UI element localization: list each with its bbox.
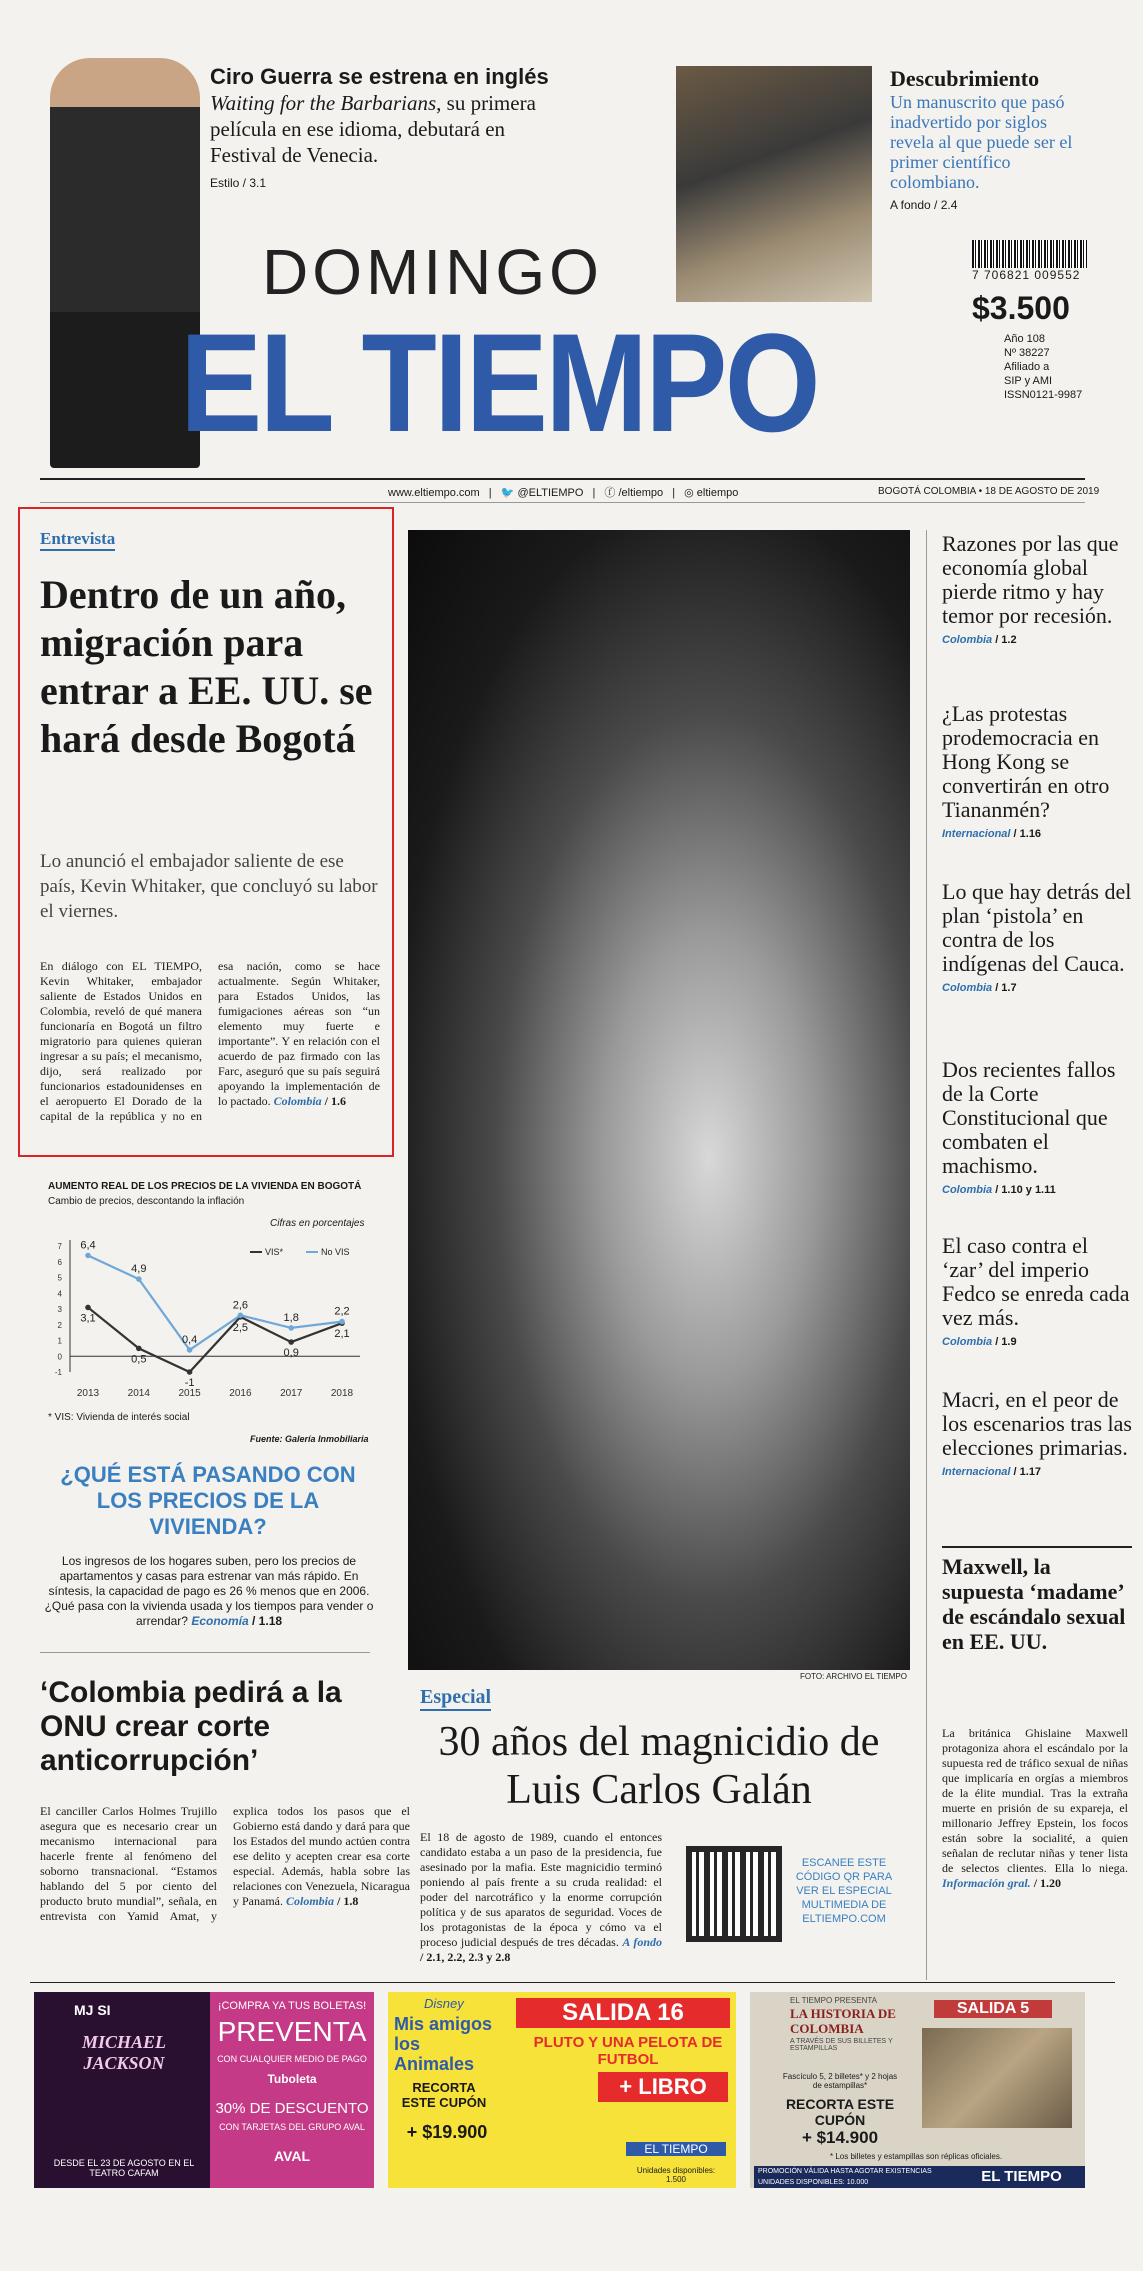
galan-photo bbox=[408, 530, 910, 1670]
sidebar-item-hong-kong[interactable]: ¿Las protestas prodemocracia en Hong Kong se convertirán en otro Tiananmén? Internacional / 1.16 bbox=[942, 701, 1110, 840]
teaser-left-body: Waiting for the Barbarians, su primera película en ese idioma, debutará en Festival de Venecia. bbox=[210, 91, 536, 167]
issue-info: Año 108 Nº 38227 Afiliado a SIP y AMI ISSN0121-9987 bbox=[1004, 333, 1083, 401]
galan-headline[interactable]: 30 años del magnicidio de Luis Carlos Galán bbox=[438, 1719, 880, 1813]
chart-source: Fuente: Galería Inmobiliaria bbox=[250, 1434, 369, 1444]
data-label: -1 bbox=[184, 1377, 195, 1389]
housing-divider bbox=[40, 1652, 370, 1653]
twitter-icon: 🐦 bbox=[500, 487, 515, 499]
data-label: 6,4 bbox=[80, 1239, 96, 1252]
header-bottom-rule bbox=[40, 502, 1085, 503]
chart-subtitle: Cambio de precios, descontando la inflación bbox=[48, 1196, 245, 1207]
data-point bbox=[85, 1305, 91, 1311]
data-point bbox=[288, 1339, 294, 1345]
y-tick-label: 1 bbox=[57, 1336, 62, 1346]
masthead-domingo: DOMINGO bbox=[262, 236, 603, 308]
data-label: 1,8 bbox=[283, 1311, 299, 1324]
x-tick-label: 2015 bbox=[178, 1388, 201, 1399]
chart-unit-note: Cifras en porcentajes bbox=[270, 1218, 365, 1229]
series-line-novis bbox=[88, 1255, 342, 1350]
teaser-right-body: Un manuscrito que pasó inadvertido por siglos revela al que puede ser el primer científico colombiano. bbox=[890, 92, 1073, 192]
sidebar-item-macri[interactable]: Macri, en el peor de los escenarios tras las elecciones primarias. Internacional / 1.17 bbox=[942, 1387, 1132, 1478]
data-label: 2,1 bbox=[334, 1328, 350, 1341]
data-point bbox=[136, 1346, 142, 1352]
teaser-left[interactable] bbox=[210, 64, 570, 190]
y-tick-label: 4 bbox=[57, 1289, 62, 1299]
teaser-right-title: Descubrimiento bbox=[890, 66, 1040, 91]
instagram-link[interactable]: eltiempo bbox=[696, 487, 739, 499]
qr-code[interactable] bbox=[686, 1846, 782, 1942]
data-point bbox=[238, 1313, 244, 1319]
maxwell-top-rule bbox=[942, 1546, 1132, 1548]
galan-label: Especial bbox=[420, 1686, 491, 1711]
data-label: 2,2 bbox=[334, 1305, 350, 1318]
y-tick-label: 6 bbox=[57, 1257, 62, 1267]
manuscript-photo bbox=[676, 66, 872, 302]
facebook-link[interactable]: /eltiempo bbox=[618, 487, 664, 499]
masthead-rule bbox=[40, 478, 1085, 480]
ad-disney-animales[interactable]: Disney Mis amigos los Animales SALIDA 16 PLUTO Y UNA PELOTA DE FUTBOL + LIBRO RECORTA ESTE CUPÓN + $19.900 EL TIEMPO Unidades disponibles: 1.500 bbox=[388, 1992, 736, 2188]
chart-title: AUMENTO REAL DE LOS PRECIOS DE LA VIVIENDA EN BOGOTÁ bbox=[48, 1181, 362, 1192]
x-tick-label: 2014 bbox=[127, 1388, 150, 1399]
teaser-left-title: Ciro Guerra se estrena en inglés bbox=[210, 64, 549, 89]
housing-price-chart bbox=[40, 1232, 370, 1402]
data-point bbox=[288, 1325, 294, 1331]
ad-historia-colombia[interactable]: EL TIEMPO PRESENTA LA HISTORIA DE COLOMBIA A TRAVÉS DE SUS BILLETES Y ESTAMPILLAS SALIDA 5 Fascículo 5, 2 billetes* y 2 hojas de estampillas* RECORTA ESTE CUPÓN + $14.900 * Los billetes y estampillas son réplicas oficiales. PROMOCIÓN VÁLIDA HASTA AGOTAR EXISTENCIAS UNIDADES DISPONIBLES: 10.000 EL TIEMPO bbox=[750, 1992, 1085, 2188]
instagram-icon: ◎ bbox=[684, 487, 694, 499]
data-label: 0,5 bbox=[131, 1353, 147, 1366]
barcode bbox=[972, 240, 1087, 268]
sidebar-divider bbox=[926, 530, 927, 1980]
sidebar-item-economy[interactable]: Razones por las que economía global pierde ritmo y hay temor por recesión. Colombia / 1.2 bbox=[942, 531, 1119, 646]
y-tick-label: 2 bbox=[57, 1320, 62, 1330]
y-tick-label: -1 bbox=[54, 1368, 62, 1377]
series-line-vis bbox=[88, 1307, 342, 1372]
data-label: 2,6 bbox=[232, 1299, 249, 1312]
data-label: 3,1 bbox=[80, 1312, 96, 1325]
website-link[interactable]: www.eltiempo.com bbox=[388, 487, 480, 499]
sidebar-item-cauca[interactable]: Lo que hay detrás del plan ‘pistola’ en contra de los indígenas del Cauca. Colombia / 1.7 bbox=[942, 879, 1132, 994]
dateline: BOGOTÁ COLOMBIA • 18 DE AGOSTO DE 2019 bbox=[878, 486, 1100, 497]
header-links: www.eltiempo.com | 🐦 @ELTIEMPO | ⓕ /eltiempo | ◎ eltiempo bbox=[388, 487, 739, 499]
sidebar-item-fedco[interactable]: El caso contra el ‘zar’ del imperio Fedco se enreda cada vez más. Colombia / 1.9 bbox=[942, 1233, 1130, 1348]
sidebar-item-corte[interactable]: Dos recientes fallos de la Corte Constitucional que combaten el machismo. Colombia / 1.10 y 1.11 bbox=[942, 1057, 1116, 1196]
y-tick-label: 0 bbox=[57, 1352, 62, 1362]
legend-label: No VIS bbox=[321, 1247, 350, 1257]
data-point bbox=[187, 1369, 193, 1375]
x-tick-label: 2017 bbox=[280, 1388, 303, 1399]
onu-headline[interactable]: ‘Colombia pedirá a la ONU crear corte anticorrupción’ bbox=[40, 1676, 342, 1777]
data-label: 0,4 bbox=[181, 1333, 198, 1346]
y-tick-label: 5 bbox=[57, 1273, 62, 1283]
facebook-icon: ⓕ bbox=[604, 487, 616, 499]
y-tick-label: 3 bbox=[57, 1305, 62, 1314]
x-tick-label: 2018 bbox=[330, 1388, 354, 1399]
data-point bbox=[136, 1276, 142, 1282]
masthead-el-tiempo: EL TIEMPO bbox=[180, 304, 818, 461]
ad-michael-jackson[interactable]: MJ SI MICHAEL JACKSON DESDE EL 23 DE AGOSTO EN EL TEATRO CAFAM ¡COMPRA YA TUS BOLETAS! PREVENTA CON CUALQUIER MEDIO DE PAGO Tuboleta 30% DE DESCUENTO CON TARJETAS DEL GRUPO AVAL AVAL bbox=[34, 1992, 374, 2188]
maxwell-headline[interactable]: Maxwell, la supuesta ‘madame’ de escándalo sexual en EE. UU. bbox=[942, 1554, 1126, 1654]
galan-body: El 18 de agosto de 1989, cuando el entonces candidato estaba a un paso de la presidencia, fue asesinado por la mafia. Este magnicidio terminó poniendo al país frente a su cruda realidad: el poder del narcotráfico y la enorme corrupción política y de sus aparatos de seguridad. Voces de los protagonistas de la época y cómo va el proceso judicial después de tres décadas. A fondo / 2.1, 2.2, 2.3 y 2.8 bbox=[420, 1830, 662, 1964]
ads-top-rule bbox=[30, 1982, 1115, 1983]
photo-credit: FOTO: ARCHIVO EL TIEMPO bbox=[800, 1672, 907, 1681]
onu-body: El canciller Carlos Holmes Trujillo asegura que es necesario crear un mecanismo internacional para hacerle frente al fenómeno del soborno transnacional. “Estamos hablando del 5 por ciento del producto bruto mundial”, señala, en entrevista con Yamid Amat, y explica todos los pasos que el Gobierno está dando y dará para que los Estados del mundo actúen contra ese delito y acepten crear esa corte especial. Además, habla sobre las relaciones con Venezuela, Nicaragua y Panamá. Colombia / 1.8 bbox=[40, 1804, 410, 1923]
housing-headline[interactable]: ¿QUÉ ESTÁ PASANDO CON LOS PRECIOS DE LA VIVIENDA? bbox=[60, 1462, 356, 1539]
data-point bbox=[85, 1253, 91, 1259]
lead-headline: Dentro de un año, migración para entrar a EE. UU. se hará desde Bogotá bbox=[40, 572, 373, 761]
lead-deck: Lo anunció el embajador saliente de ese país, Kevin Whitaker, que concluyó su labor el viernes. bbox=[40, 851, 378, 922]
data-label: 0,9 bbox=[283, 1347, 299, 1360]
data-point bbox=[339, 1319, 345, 1325]
ciro-guerra-photo bbox=[50, 58, 200, 468]
y-tick-label: 7 bbox=[57, 1242, 62, 1251]
teaser-left-ref: Estilo / 3.1 bbox=[210, 176, 267, 190]
data-label: 2,5 bbox=[232, 1321, 249, 1334]
lead-story-box[interactable] bbox=[18, 507, 394, 1157]
x-tick-label: 2013 bbox=[76, 1388, 100, 1399]
legend-label: VIS* bbox=[265, 1247, 284, 1257]
barcode-number: 7 706821 009552 bbox=[972, 268, 1081, 282]
lead-body: En diálogo con EL TIEMPO, Kevin Whitaker, embajador saliente de Estados Unidos en Colombia, reveló de qué manera funcionaría en Bogotá un filtro migratorio para quienes quieran ingresar a su país; el mecanismo, dijo, será realizado por funcionarios estadounidenses en el aeropuerto El Dorado de la capital de la república y no en esa nación, como se hace actualmente. Según Whitaker, para Estados Unidos, las fumigaciones aéreas son “un elemento muy fuerte e importante”. Y en relación con el acuerdo de paz firmado con las Farc, aseguró que su país seguirá apoyando la implementación de lo pactado. Colombia / 1.6 bbox=[40, 959, 380, 1123]
teaser-right[interactable] bbox=[890, 66, 1090, 212]
data-label: 4,9 bbox=[131, 1263, 147, 1276]
data-point bbox=[187, 1347, 193, 1353]
twitter-link[interactable]: @ELTIEMPO bbox=[517, 487, 584, 499]
teaser-right-ref: A fondo / 2.4 bbox=[890, 198, 958, 212]
housing-body: Los ingresos de los hogares suben, pero los precios de apartamentos y casas para estrenar van más rápido. En síntesis, la capacidad de pago es 26 % menos que en 2006. ¿Qué pasa con la vivienda usada y los tiempos para vender o arrendar? Economía / 1.18 bbox=[44, 1554, 374, 1628]
qr-caption: ESCANEE ESTE CÓDIGO QR PARA VER EL ESPECIAL MULTIMEDIA DE ELTIEMPO.COM bbox=[795, 1857, 893, 1925]
maxwell-body: La británica Ghislaine Maxwell protagoniza ahora el escándalo por la supuesta red de tráfico sexual de niñas que implicaría en orgías a miembros de la élite mundial. Tras la extraña muerte en prisión de su expareja, el millonario Jeffrey Epstein, los focos están sobre la socialité, a quien señalan de reclutar niñas y tener lista de selectos clientes. Ella lo niega. Información gral. / 1.20 bbox=[942, 1726, 1128, 1890]
x-tick-label: 2016 bbox=[229, 1388, 252, 1399]
price: $3.500 bbox=[972, 290, 1070, 326]
lead-label: Entrevista bbox=[40, 529, 115, 551]
chart-footnote: * VIS: Vivienda de interés social bbox=[48, 1412, 190, 1423]
